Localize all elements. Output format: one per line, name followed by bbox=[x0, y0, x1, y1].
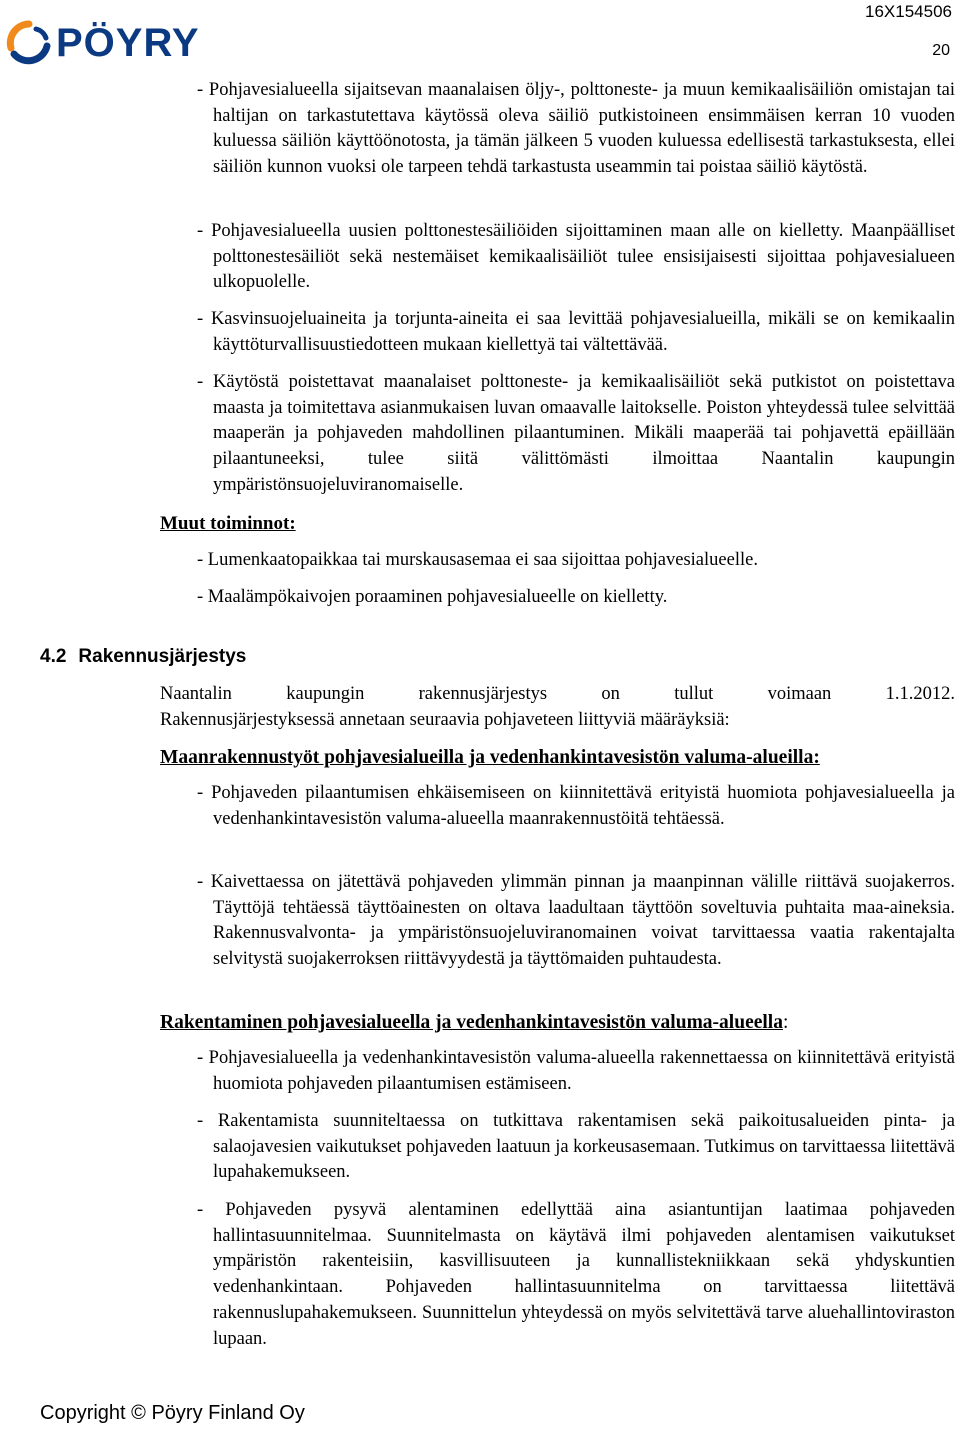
list-item: - Pohjavesialueella sijaitsevan maanalaisen öljy-, polttoneste- ja muun kemikaalisäiliön omistajan tai haltijan on tarkastutettava käytössä oleva säiliö putkistoineen ensimmäisen kerran 10 vuoden kuluessa säiliön käyttöönotosta, ja tämän jälkeen 5 vuoden kuluessa edellisestä tarkastuksesta, ellei säiliön kunnon vuoksi ole tarpeen tehdä tarkastusta useammin tai poistaa säiliö käytöstä. bbox=[197, 80, 955, 178]
list-item: - Kasvinsuojeluaineita ja torjunta-aineita ei saa levittää pohjavesialueilla, mikäli se on kemikaalin käyttöturvallisuustiedotteen mukaan kiellettyä tai vältettävää. bbox=[197, 309, 955, 355]
list-item: - Pohjaveden pilaantumisen ehkäisemiseen on kiinnitettävä erityistä huomiota pohjavesialueella ja vedenhankintavesistön valuma-alueella maanrakennustöitä tehtäessä. bbox=[197, 783, 955, 829]
list-item: - Pohjaveden pysyvä alentaminen edellyttää aina asiantuntijan laatimaa pohjaveden hallintasuunnitelmaa. Suunnitelmasta on käytävä ilmi pohjaveden alentamisen vaikutukset ympäristön rakenteisiin, kasvillisuuteen ja kunnallistekniikkaan sekä yhdyskuntien vedenhankintaan. Pohjaveden hallintasuunnitelma on tarvittaessa liitettävä rakennuslupahakemukseen. Suunnittelun yhteydessä on myös selvitettävä tarve aluehallintoviraston lupaan. bbox=[197, 1200, 955, 1349]
list-item: - Pohjavesialueella ja vedenhankintavesistön valuma-alueella rakennettaessa on kiinnitettävä erityistä huomiota pohjaveden pilaantumisen estämiseen. bbox=[197, 1048, 955, 1094]
section-number: 4.2 bbox=[40, 646, 67, 667]
heading-colon: : bbox=[782, 1012, 789, 1033]
rakentaminen-heading-text: Rakentaminen pohjavesialueella ja vedenhankintavesistön valuma-alueella bbox=[160, 1012, 783, 1033]
list-item: - Pohjavesialueella uusien polttonestesäiliöiden sijoittaminen maan alle on kielletty. Maanpäälliset polttonestesäiliöt sekä nestemäiset kemikaalisäiliöt tulee ensisijaisesti sijoittaa pohjavesialueen ulkopuolelle. bbox=[197, 221, 955, 293]
intro-line-2: Rakennusjärjestyksessä annetaan seuraavia pohjaveteen liittyviä määräyksiä: bbox=[160, 709, 730, 730]
list-item: - Käytöstä poistettavat maanalaiset polttoneste- ja kemikaalisäiliöt sekä putkistot on poistettava maasta ja toimitettava asianmukaisen luvan omaavalle laitokselle. Poiston yhteydessä tulee selvittää maaperän ja pohjaveden mahdollinen pilaantuminen. Mikäli maaperää tai pohjavettä epäillään pilaantuneeksi, tulee siitä välittömästi ilmoittaa Naantalin kaupungin ympäristönsuojeluviranomaiselle. bbox=[197, 372, 955, 495]
section-heading bbox=[40, 644, 246, 669]
maanrakennus-heading: Maanrakennustyöt pohjavesialueilla ja vedenhankintavesistön valuma-alueilla: bbox=[160, 747, 820, 768]
logo-wordmark: PÖYRY bbox=[56, 21, 200, 65]
list-item: - Rakentamista suunniteltaessa on tutkittava rakentamisen sekä paikoitusalueiden pinta- ja salaojavesien vaikutukset pohjaveden laatuun ja korkeusasemaan. Tutkimus on tarvittaessa liitettävä lupahakemukseen. bbox=[197, 1111, 955, 1183]
section-title: Rakennusjärjestys bbox=[78, 646, 247, 667]
intro-line-1: Naantalin kaupungin rakennusjärjestys on tullut voimaan 1.1.2012. bbox=[160, 684, 955, 704]
document-id: 16X154506 bbox=[865, 2, 952, 21]
section-intro bbox=[160, 682, 955, 733]
rakentaminen-heading bbox=[160, 1010, 788, 1035]
poyry-logo bbox=[6, 20, 200, 66]
list-item: - Maalämpökaivojen poraaminen pohjavesialueelle on kielletty. bbox=[197, 587, 668, 607]
copyright-footer: Copyright © Pöyry Finland Oy bbox=[40, 1402, 305, 1424]
list-item: - Lumenkaatopaikkaa tai murskausasemaa ei saa sijoittaa pohjavesialueelle. bbox=[197, 550, 758, 570]
page-number: 20 bbox=[932, 42, 950, 59]
list-item: - Kaivettaessa on jätettävä pohjaveden ylimmän pinnan ja maanpinnan välille riittävä suojakerros. Täyttöjä tehtäessä täyttöainesten on oltava laadultaan täyttöön soveltuvia puhtaita maa-aineksia. Rakennusvalvonta- ja ympäristönsuojeluviranomainen voivat tarvittaessa vaatia rakentajalta selvitystä suojakerroksen riittävyydestä ja täyttömaiden puhtaudesta. bbox=[197, 872, 955, 970]
poyry-swirl-icon bbox=[6, 20, 52, 66]
muut-toiminnot-heading: Muut toiminnot: bbox=[160, 513, 296, 534]
